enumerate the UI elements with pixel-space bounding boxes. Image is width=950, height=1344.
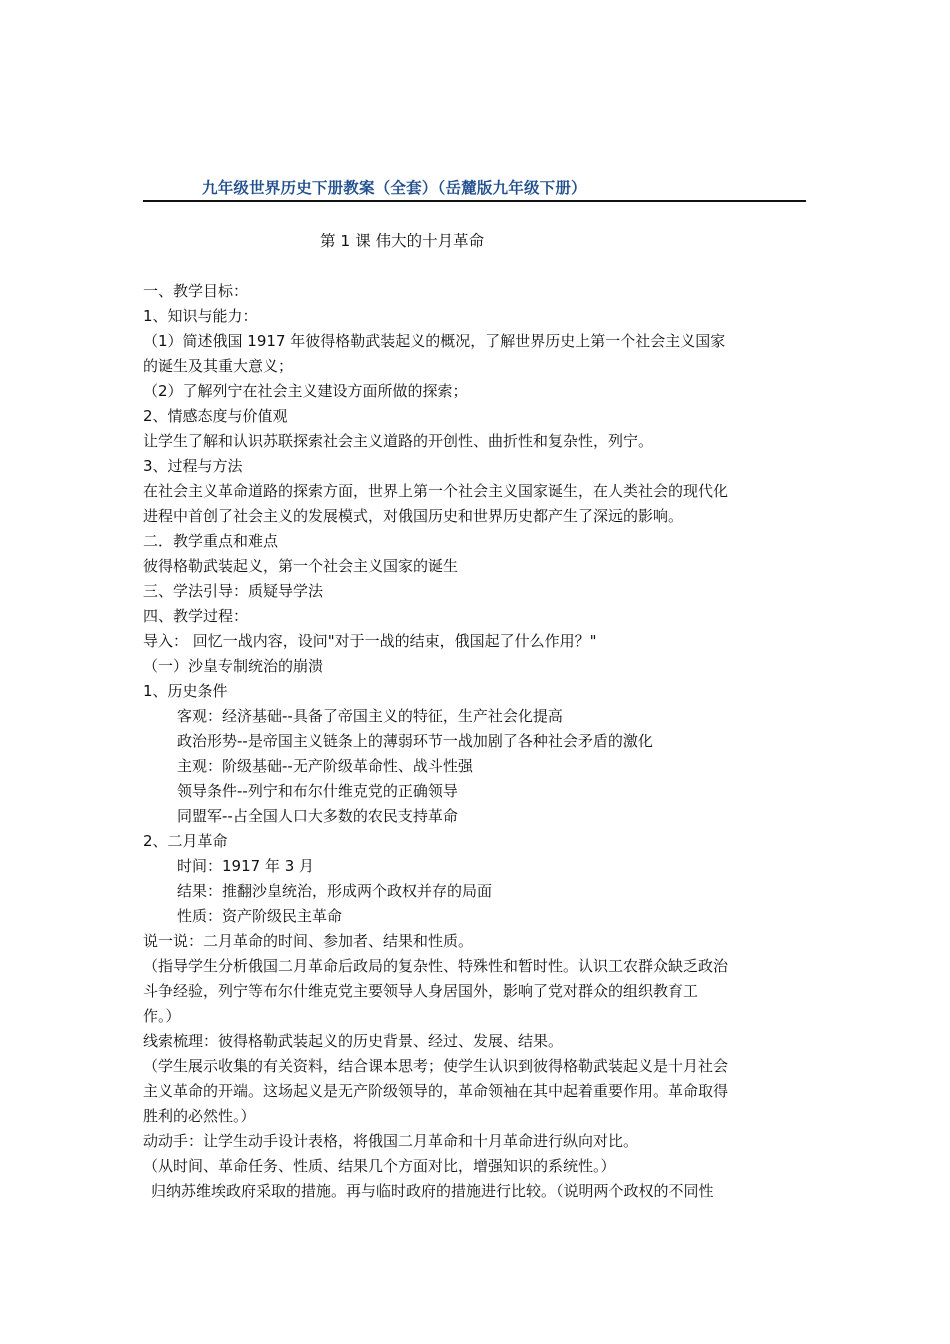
paragraph-line: 同盟军--占全国人口大多数的农民支持革命: [177, 807, 458, 825]
paragraph-line: 导入： 回忆一战内容，设问"对于一战的结束，俄国起了什么作用？": [143, 632, 597, 650]
paragraph-line: （1）简述俄国 1917 年彼得格勒武装起义的概况，了解世界历史上第一个社会主义国家: [143, 332, 726, 350]
paragraph-line: 说一说：二月革命的时间、参加者、结果和性质。: [143, 932, 474, 950]
subsection-heading: （一）沙皇专制统治的崩溃: [143, 657, 324, 675]
document-header-title: 九年级世界历史下册教案（全套）（岳麓版九年级下册）: [202, 179, 587, 197]
subheading-process: 3、过程与方法: [143, 457, 243, 475]
lesson-title: 第 1 课 伟大的十月革命: [320, 232, 485, 250]
section-heading-process: 四、教学过程：: [143, 607, 249, 625]
paragraph-line: 斗争经验，列宁等布尔什维克党主要领导人身居国外，影响了党对群众的组织教育工: [143, 982, 699, 1000]
paragraph-line: （指导学生分析俄国二月革命后政局的复杂性、特殊性和暂时性。认识工农群众缺乏政治: [143, 957, 729, 975]
subheading-february-revolution: 2、二月革命: [143, 832, 228, 850]
paragraph-line: （学生展示收集的有关资料，结合课本思考；使学生认识到彼得格勒武装起义是十月社会: [143, 1057, 729, 1075]
section-heading-key-points: 二．教学重点和难点: [143, 532, 279, 550]
section-heading-method: 三、学法引导：质疑导学法: [143, 582, 324, 600]
paragraph-line: 政治形势--是帝国主义链条上的薄弱环节一战加剧了各种社会矛盾的激化: [177, 732, 653, 750]
paragraph-line: 彼得格勒武装起义，第一个社会主义国家的诞生: [143, 557, 459, 575]
lesson-body: [143, 279, 813, 1204]
paragraph-line: 动动手：让学生动手设计表格，将俄国二月革命和十月革命进行纵向对比。: [143, 1132, 639, 1150]
subheading-knowledge: 1、知识与能力：: [143, 307, 258, 325]
paragraph-line: 进程中首创了社会主义的发展模式，对俄国历史和世界历史都产生了深远的影响。: [143, 507, 684, 525]
paragraph-line: 主观：阶级基础--无产阶级革命性、战斗性强: [177, 757, 473, 775]
subheading-conditions: 1、历史条件: [143, 682, 228, 700]
paragraph-line: 作。）: [143, 1007, 181, 1025]
header-divider: [143, 200, 806, 202]
paragraph-line: （从时间、革命任务、性质、结果几个方面对比，增强知识的系统性。）: [143, 1157, 616, 1175]
section-heading-objectives: 一、教学目标：: [143, 282, 249, 300]
paragraph-line: （2）了解列宁在社会主义建设方面所做的探索；: [143, 382, 468, 400]
paragraph-line: 时间：1917 年 3 月: [177, 857, 315, 875]
paragraph-line: 的诞生及其重大意义；: [143, 357, 294, 375]
paragraph-line: 客观：经济基础--具备了帝国主义的特征，生产社会化提高: [177, 707, 563, 725]
paragraph-line: 领导条件--列宁和布尔什维克党的正确领导: [177, 782, 458, 800]
paragraph-line: 主义革命的开端。这场起义是无产阶级领导的，革命领袖在其中起着重要作用。革命取得: [143, 1082, 729, 1100]
paragraph-line: 让学生了解和认识苏联探索社会主义道路的开创性、曲折性和复杂性，列宁。: [143, 432, 654, 450]
paragraph-line: 胜利的必然性。）: [143, 1107, 256, 1125]
paragraph-line: 性质：资产阶级民主革命: [177, 907, 343, 925]
paragraph-line: 线索梳理：彼得格勒武装起义的历史背景、经过、发展、结果。: [143, 1032, 564, 1050]
paragraph-line: 归纳苏维埃政府采取的措施。再与临时政府的措施进行比较。（说明两个政权的不同性: [151, 1182, 714, 1200]
paragraph-line: 结果：推翻沙皇统治，形成两个政权并存的局面: [177, 882, 493, 900]
subheading-attitude: 2、情感态度与价值观: [143, 407, 288, 425]
paragraph-line: 在社会主义革命道路的探索方面，世界上第一个社会主义国家诞生，在人类社会的现代化: [143, 482, 729, 500]
